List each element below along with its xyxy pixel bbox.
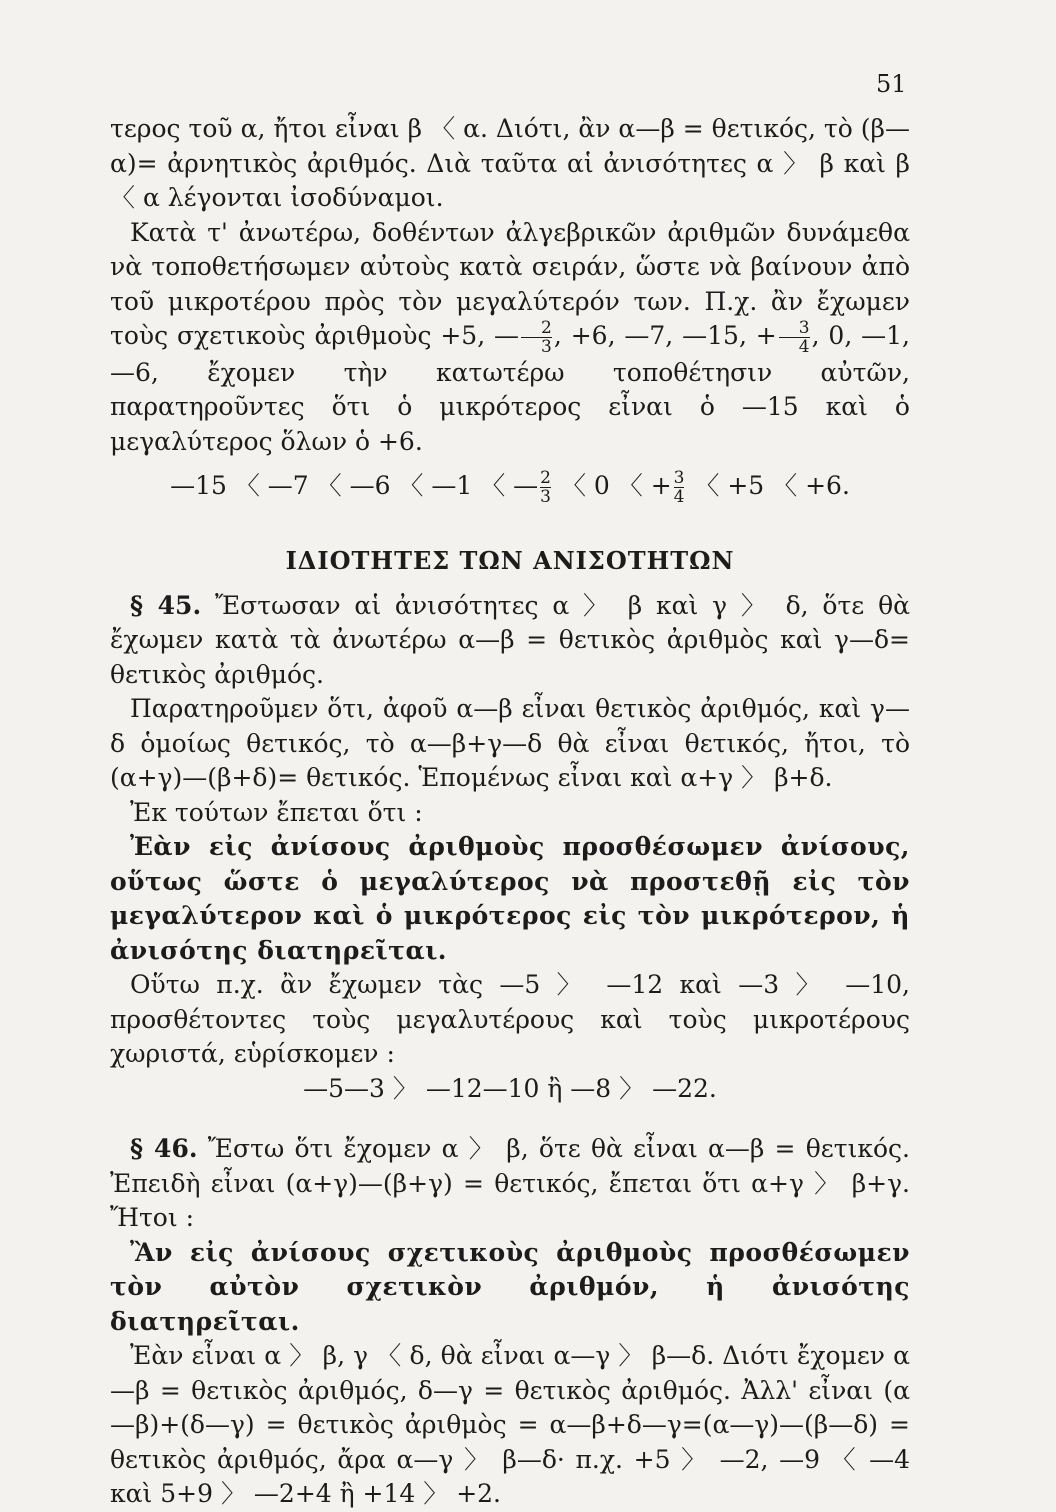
paragraph-3: Παρατηροῦμεν ὅτι, ἀφοῦ α—β εἶναι θετικὸς ἀριθμός, καὶ γ—δ ὁμοίως θετικός, τὸ α—β+γ—δ θὰ εἶναι θετικός, ἤτοι, τὸ (α+γ)—(β+δ)= θετικός. Ἑπομένως εἶναι καὶ α+γ 〉 β+δ. — [110, 694, 910, 792]
section-46 — [110, 1132, 910, 1236]
paragraph-2-part-a: Κατὰ τ' ἀνωτέρω, δοθέντων ἀλγεβρικῶν ἀριθμῶν δυνάμεθα νὰ τοποθετήσωμεν αὐτοὺς κατὰ σειράν, ὥστε νὰ βαίνουν ἀπὸ τοῦ μικροτέρου πρὸς τὸν μεγαλύτερόν των. Π.χ. ἂν ἔχωμεν τοὺς σχετικοὺς ἀριθμοὺς +5, — — [110, 217, 910, 350]
paragraph-2 — [110, 216, 910, 460]
rule-1: Ἐὰν εἰς ἀνίσους ἀριθμοὺς προσθέσωμεν ἀνίσους, οὕτως ὥστε ὁ μεγαλύτερος νὰ προστεθῇ εἰς τὸν μεγαλύτερον καὶ ὁ μικρότερος εἰς τὸν μικρότερον, ἡ ἀνισότης διατηρεῖται. — [110, 832, 910, 965]
page-number: 51 — [876, 70, 907, 98]
section-heading: ΙΔΙΟΤΗΤΕΣ ΤΩΝ ΑΝΙΣΟΤΗΤΩΝ — [285, 545, 735, 575]
paragraph-5: Οὕτω π.χ. ἂν ἔχωμεν τὰς —5 〉 —12 καὶ —3 〉 —10, προσθέτοντες τοὺς μεγαλυτέρους καὶ τοὺς μικροτέρους χωριστά, εὑρίσκομεν : — [110, 970, 910, 1068]
fraction-numerator: 2 — [540, 467, 551, 488]
paragraph-6: Ἐὰν εἶναι α 〉 β, γ 〈 δ, θὰ εἶναι α—γ 〉 β—δ. Διότι ἔχομεν α—β = θετικὸς ἀριθμός, δ—γ = θετικὸς ἀριθμός. Ἀλλ' εἶναι (α—β)+(δ—γ) = θετικὸς ἀριθμὸς = α—β+δ—γ=(α—γ)—(β—δ) = θετικὸς ἀριθμός, ἄρα α—γ 〉 β—δ· π.χ. +5 〉 —2, —9 〈 —4 καὶ 5+9 〉 —2+4 ἢ +14 〉 +2. — [110, 1341, 910, 1508]
paragraph-2-part-c: , 0, —1, —6, ἔχομεν τὴν κατωτέρω τοποθέτησιν αὐτῶν, παρατηροῦντες ὅτι ὁ μικρότερος εἶναι ὁ —15 καὶ ὁ μεγαλύτερος ὅλων ὁ +6. — [110, 321, 911, 456]
fraction-three-quarters — [779, 317, 810, 357]
chain-fraction-three-quarters — [673, 467, 685, 507]
section-45 — [110, 589, 910, 693]
chain-part-c: 〈 +5 〈 +6. — [686, 471, 850, 500]
chain-part-b: 〈 0 〈 + — [553, 471, 672, 500]
section-45-text: Ἔστωσαν αἱ ἀνισότητες α 〉 β καὶ γ 〉 δ, ὅτε θὰ ἔχωμεν κατὰ τὰ ἀνωτέρω α—β = θετικὸς ἀριθμὸς καὶ γ—δ= θετικὸς ἀριθμός. — [110, 590, 911, 689]
paragraph-4: Ἐκ τούτων ἔπεται ὅτι : — [130, 797, 423, 827]
page-body — [110, 112, 910, 1512]
fraction-two-thirds — [521, 317, 552, 357]
fraction-numerator: 3 — [673, 467, 685, 488]
rule-2: Ἂν εἰς ἀνίσους σχετικοὺς ἀριθμοὺς προσθέσωμεν τὸν αὐτὸν σχετικὸν ἀριθμόν, ἡ ἀνισότης διατηρεῖται. — [110, 1237, 910, 1336]
chain-part-a: —15 〈 —7 〈 —6 〈 —1 〈 — — [170, 471, 539, 500]
paragraph-1: τερος τοῦ α, ἤτοι εἶναι β 〈 α. Διότι, ἂν α—β = θετικός, τὸ (β—α)= ἀρνητικὸς ἀριθμός. Διὰ ταῦτα αἱ ἀνισότητες α 〉 β καὶ β 〈 α λέγονται ἰσοδύναμοι. — [110, 114, 910, 212]
fraction-denominator: 3 — [521, 337, 552, 356]
section-46-text: Ἔστω ὅτι ἔχομεν α 〉 β, ὅτε θὰ εἶναι α—β = θετικός. Ἐπειδὴ εἶναι (α+γ)—(β+γ) = θετικός, ἔπεται ὅτι α+γ 〉 β+γ. Ἤτοι : — [110, 1134, 910, 1232]
section-45-label: § 45. — [130, 590, 202, 620]
paragraph-2-part-b: , +6, —7, —15, + — [553, 321, 777, 350]
spacer — [110, 1106, 910, 1132]
section-46-label: § 46. — [130, 1134, 198, 1163]
ordering-chain — [110, 467, 910, 506]
fraction-denominator: 4 — [779, 337, 810, 356]
fraction-numerator: 2 — [541, 317, 552, 338]
fraction-denominator: 4 — [673, 486, 685, 507]
chain-fraction-two-thirds — [540, 467, 551, 507]
fraction-denominator: 3 — [540, 486, 551, 507]
fraction-numerator: 3 — [798, 317, 810, 338]
paragraph-5-result: —5—3 〉 —12—10 ἢ —8 〉 —22. — [303, 1073, 717, 1103]
